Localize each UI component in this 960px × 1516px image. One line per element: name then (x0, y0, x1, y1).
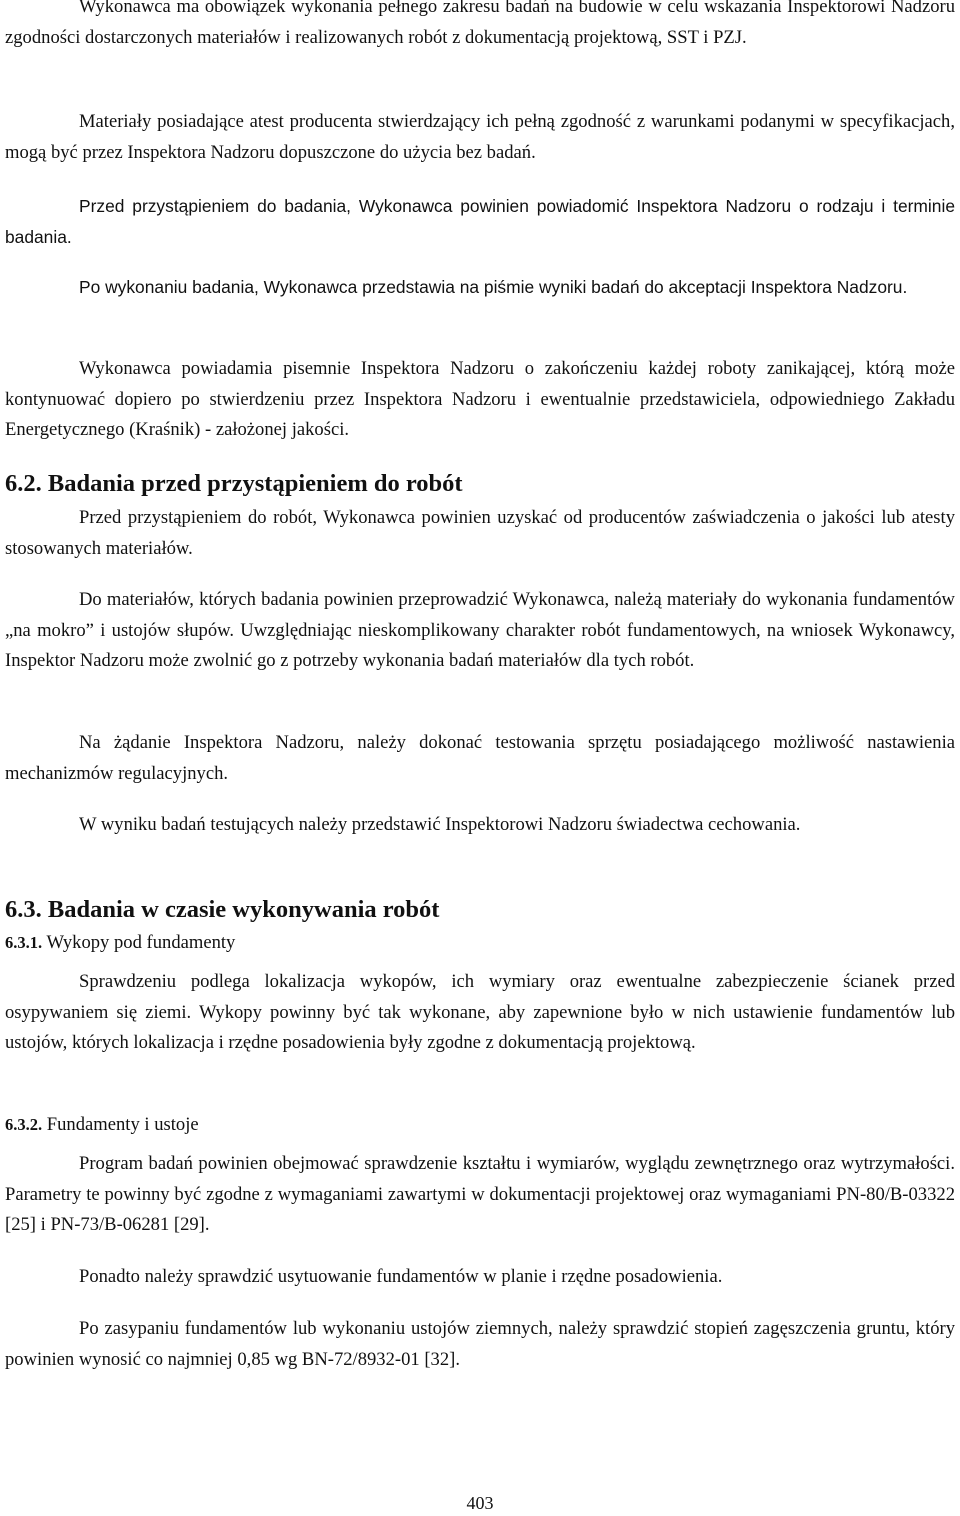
section-heading-6-3 (5, 895, 439, 925)
subsection-number: 6.3.2. (5, 1115, 43, 1134)
subsection-title: Wykopy pod fundamenty (46, 932, 236, 953)
paragraph-excavation-check: Sprawdzeniu podlega lokalizacja wykopów, ich wymiary oraz ewentualne zabezpieczenie ścianek przed osypywaniem się ziemi. Wykopy powinny być tak wykonane, aby zapewnione było w nich ustawienie fundamentów lub ustojów, których lokalizacja i rzędne posadowienia były zgodne z dokumentacją projektową. (5, 971, 955, 1053)
subsection-title: Fundamenty i ustoje (46, 1114, 199, 1135)
section-heading-6-2 (5, 469, 463, 499)
section-title: Badania przed przystąpieniem do robót (47, 470, 463, 497)
paragraph-foundation-materials: Do materiałów, których badania powinien przeprowadzić Wykonawca, należą materiały do wykonania fundamentów „na mokro” i ustojów słupów. Uwzględniając nieskomplikowany charakter robót fundamentowych, na wniosek Wykonawcy, Inspektor Nadzoru może zwolnić go z potrzeby wykonania badań materiałów dla tych robót. (5, 589, 955, 671)
paragraph-producer-certificates: Przed przystąpieniem do robót, Wykonawca powinien uzyskać od producentów zaświadczenia o jakości lub atesty stosowanych materiałów. (5, 507, 955, 559)
subsection-heading-6-3-2 (5, 1112, 199, 1138)
paragraph-calibration-certificates: W wyniku badań testujących należy przedstawić Inspektorowi Nadzoru świadectwa cechowania. (79, 814, 801, 835)
paragraph-soil-compaction: Po zasypaniu fundamentów lub wykonaniu ustojów ziemnych, należy sprawdzić stopień zagęszczenia gruntu, który powinien wynosić co najmniej 0,85 wg BN-72/8932-01 [32]. (5, 1318, 955, 1370)
paragraph-equipment-testing: Na żądanie Inspektora Nadzoru, należy dokonać testowania sprzętu posiadającego możliwość nastawienia mechanizmów regulacyjnych. (5, 732, 955, 784)
paragraph-certified-materials: Materiały posiadające atest producenta stwierdzający ich pełną zgodność z warunkami podanymi w specyfikacjach, mogą być przez Inspektora Nadzoru dopuszczone do użycia bez badań. (5, 111, 955, 163)
paragraph-test-results: Po wykonaniu badania, Wykonawca przedstawia na piśmie wyniki badań do akceptacji Inspektora Nadzoru. (79, 277, 908, 297)
paragraph-test-program: Program badań powinien obejmować sprawdzenie kształtu i wymiarów, wyglądu zewnętrznego oraz wytrzymałości. Parametry te powinny być zgodne z wymaganiami zawartymi w dokumentacji projektowej oraz wymaganiami PN-80/B-03322 [25] i PN-73/B-06281 [29]. (5, 1153, 955, 1235)
subsection-number: 6.3.1. (5, 933, 43, 952)
page-number: 403 (466, 1493, 494, 1513)
section-number: 6.2. (5, 470, 42, 497)
section-number: 6.3. (5, 896, 42, 923)
section-title: Badania w czasie wykonywania robót (47, 896, 440, 923)
subsection-heading-6-3-1 (5, 930, 235, 956)
paragraph-hidden-works: Wykonawca powiadamia pisemnie Inspektora Nadzoru o zakończeniu każdej roboty zanikającej, którą może kontynuować dopiero po stwierdzeniu przez Inspektora Nadzoru i ewentualnie przedstawiciela, odpowiedniego Zakładu Energetycznego (Kraśnik) - założonej jakości. (5, 358, 955, 440)
paragraph-contractor-obligation: Wykonawca ma obowiązek wykonania pełnego zakresu badań na budowie w celu wskazania Inspektorowi Nadzoru zgodności dostarczonych materiałów i realizowanych robót z dokumentacją projektową, SST i PZJ. (5, 0, 955, 48)
paragraph-notify-inspector: Przed przystąpieniem do badania, Wykonawca powinien powiadomić Inspektora Nadzoru o rodzaju i terminie badania. (5, 196, 955, 247)
paragraph-foundation-location: Ponadto należy sprawdzić usytuowanie fundamentów w planie i rzędne posadowienia. (79, 1266, 723, 1287)
